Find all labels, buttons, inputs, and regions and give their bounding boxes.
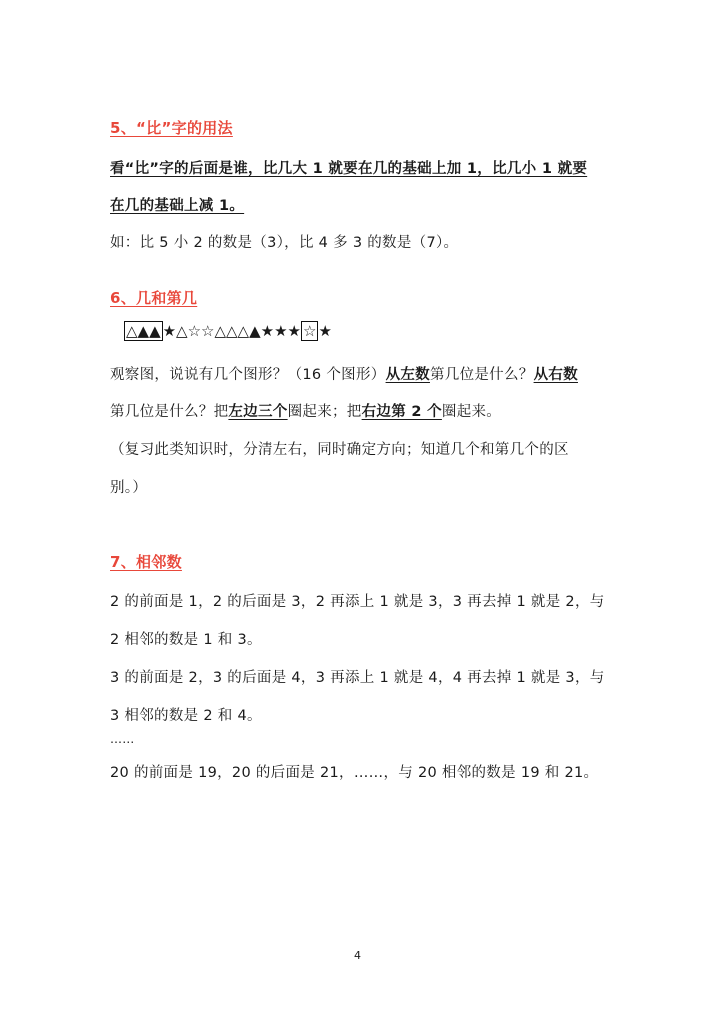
- q2-left-three: 左边三个: [228, 404, 288, 420]
- shapes-middle: ★△☆☆△△△▲★★★: [162, 322, 301, 340]
- shapes-boxed-group-1: △▲▲: [126, 322, 161, 340]
- q1-text: 观察图，说说有几个图形？（16 个图形）: [110, 367, 386, 383]
- q1-from-left: 从左数: [385, 367, 430, 383]
- shapes-boxed-group-2: ☆: [302, 322, 317, 340]
- section5-rule-line1: 看“比”字的后面是谁，比几大 1 就要在几的基础上加 1，比几小 1 就要: [110, 161, 588, 177]
- section6-heading: 6、几和第几: [110, 289, 198, 307]
- shapes-end: ★: [318, 322, 332, 340]
- document-page: [110, 0, 615, 1024]
- section7-ellipsis: ……: [110, 732, 135, 746]
- section5-example: 如：比 5 小 2 的数是（3），比 4 多 3 的数是（7）。: [110, 235, 459, 251]
- q1-from-right: 从右数: [533, 367, 578, 383]
- section6-note-line1: （复习此类知识时，分清左右，同时确定方向；知道几个和第几个的区: [110, 442, 569, 458]
- section6-question-line2: [110, 400, 501, 421]
- section5-rule-line2: 在几的基础上减 1。: [110, 198, 245, 214]
- section5-heading: 5、“比”字的用法: [110, 119, 233, 137]
- section7-p1-line1: 2 的前面是 1，2 的后面是 3，2 再添上 1 就是 3，3 再去掉 1 就是 2，与: [110, 594, 605, 610]
- section7-p3: 20 的前面是 19，20 的后面是 21，……，与 20 相邻的数是 19 和 21。: [110, 765, 599, 781]
- q2-text-2: 圈起来；把: [287, 404, 362, 420]
- q2-right-second: 右边第 2 个: [361, 404, 442, 420]
- q2-text: 第几位是什么？把: [110, 404, 229, 420]
- page-number: 4: [354, 949, 361, 962]
- section7-p2-line1: 3 的前面是 2，3 的后面是 4，3 再添上 1 就是 4，4 再去掉 1 就是 3，与: [110, 670, 605, 686]
- section6-question-line1: [110, 363, 578, 384]
- q1-text-2: 第几位是什么？: [429, 367, 534, 383]
- section7-heading: 7、相邻数: [110, 553, 182, 571]
- q2-text-3: 圈起来。: [441, 404, 502, 420]
- section7-p2-line2: 3 相邻的数是 2 和 4。: [110, 708, 262, 724]
- section7-p1-line2: 2 相邻的数是 1 和 3。: [110, 632, 262, 648]
- shape-sequence: [124, 322, 332, 340]
- section6-note-line2: 别。）: [110, 480, 148, 496]
